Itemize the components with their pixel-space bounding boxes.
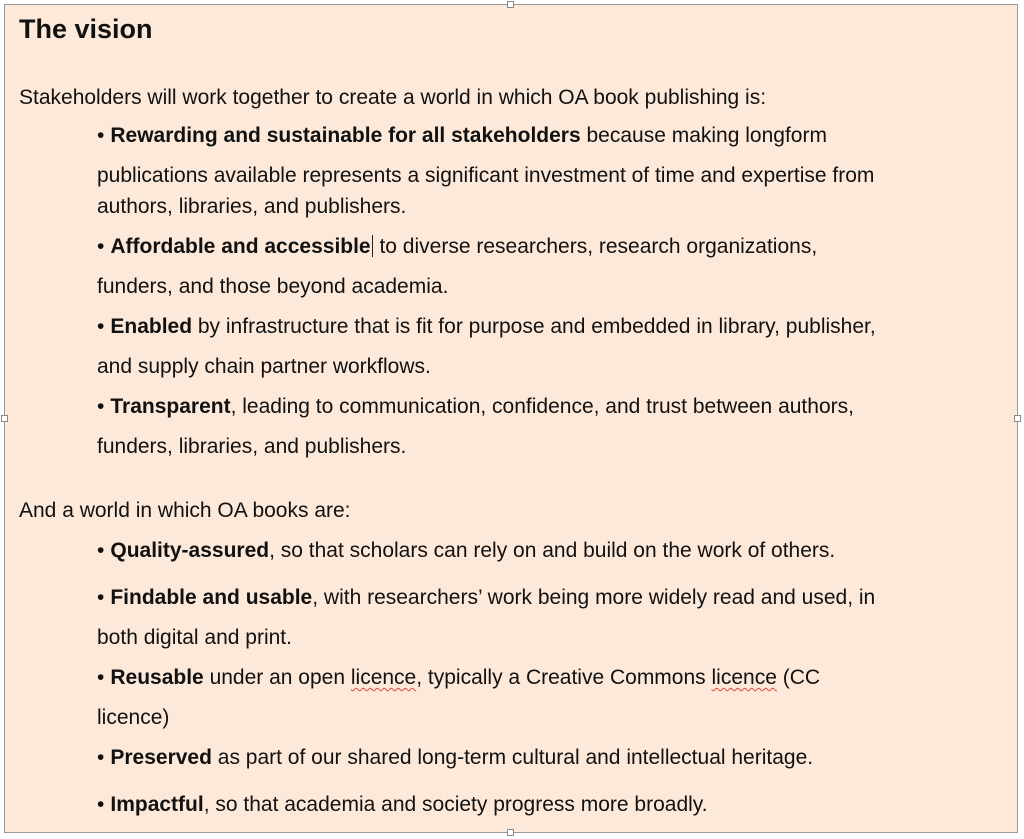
bullet-text: , leading to communication, confidence, and trust between authors, xyxy=(230,395,854,418)
intro-paragraph-publishing: Stakeholders will work together to create a world in which OA book publishing is: xyxy=(19,86,767,109)
bullet-text-continuation: funders, and those beyond academia. xyxy=(97,275,449,298)
bullet-rewarding xyxy=(97,123,1002,220)
bullet-icon: • xyxy=(97,586,105,609)
bullet-bold-label: Impactful xyxy=(110,793,204,816)
bullet-affordable xyxy=(97,234,1002,300)
bullet-bold-label: Transparent xyxy=(110,395,231,418)
bullet-bold-label: Reusable xyxy=(110,666,204,689)
bullet-text: to diverse researchers, research organizations, xyxy=(373,235,818,258)
bullet-text: under an open xyxy=(203,666,351,689)
bullet-icon: • xyxy=(97,666,105,689)
bullet-text-continuation: publications available represents a significant investment of time and expertise from xyxy=(97,164,875,187)
bullet-quality-assured xyxy=(97,538,1002,564)
heading: The vision xyxy=(19,14,153,44)
bullet-text-continuation: licence) xyxy=(97,706,170,729)
bullet-icon: • xyxy=(97,395,105,418)
bullet-icon: • xyxy=(97,793,105,816)
bullet-reusable xyxy=(97,665,1002,731)
bullet-text: (CC xyxy=(776,666,821,689)
bullet-bold-label: Rewarding and sustainable for all stakeholders xyxy=(110,124,581,147)
text-box[interactable] xyxy=(4,4,1018,833)
bullet-text: , typically a Creative Commons xyxy=(416,666,712,689)
bullet-findable xyxy=(97,585,1002,651)
bullet-bold-label: Enabled xyxy=(110,315,193,338)
bullet-icon: • xyxy=(97,235,105,258)
bullet-text-continuation: and supply chain partner workflows. xyxy=(97,355,431,378)
bullet-bold-label: Preserved xyxy=(110,746,212,769)
bullet-impactful xyxy=(97,792,1002,818)
bullet-text: , so that academia and society progress more broadly. xyxy=(203,793,708,816)
resize-handle-top[interactable] xyxy=(507,1,514,8)
bullet-bold-label: Affordable and accessible xyxy=(110,235,371,258)
bullet-icon: • xyxy=(97,539,105,562)
bullet-text: , with researchers’ work being more widely read and used, in xyxy=(312,586,876,609)
spellcheck-word[interactable]: licence xyxy=(711,666,777,689)
bullet-text-continuation: funders, libraries, and publishers. xyxy=(97,435,407,458)
resize-handle-right[interactable] xyxy=(1014,415,1021,422)
bullet-icon: • xyxy=(97,746,105,769)
text-cursor xyxy=(372,235,373,257)
bullet-transparent xyxy=(97,394,1002,460)
bullet-text: by infrastructure that is fit for purpose and embedded in library, publisher, xyxy=(192,315,876,338)
bullet-text: , so that scholars can rely on and build on the work of others. xyxy=(269,539,836,562)
intro-paragraph-books: And a world in which OA books are: xyxy=(19,499,351,522)
spellcheck-word[interactable]: licence xyxy=(350,666,417,689)
bullet-text: because making longform xyxy=(580,124,827,147)
resize-handle-left[interactable] xyxy=(1,415,8,422)
bullet-icon: • xyxy=(97,124,105,147)
bullet-preserved xyxy=(97,745,1002,771)
bullet-enabled xyxy=(97,314,1002,380)
resize-handle-bottom[interactable] xyxy=(507,829,514,836)
bullet-text: as part of our shared long-term cultural and intellectual heritage. xyxy=(211,746,814,769)
bullet-icon: • xyxy=(97,315,105,338)
bullet-bold-label: Findable and usable xyxy=(110,586,313,609)
bullet-text-continuation: both digital and print. xyxy=(97,626,292,649)
bullet-text-continuation: authors, libraries, and publishers. xyxy=(97,195,407,218)
bullet-bold-label: Quality-assured xyxy=(110,539,270,562)
